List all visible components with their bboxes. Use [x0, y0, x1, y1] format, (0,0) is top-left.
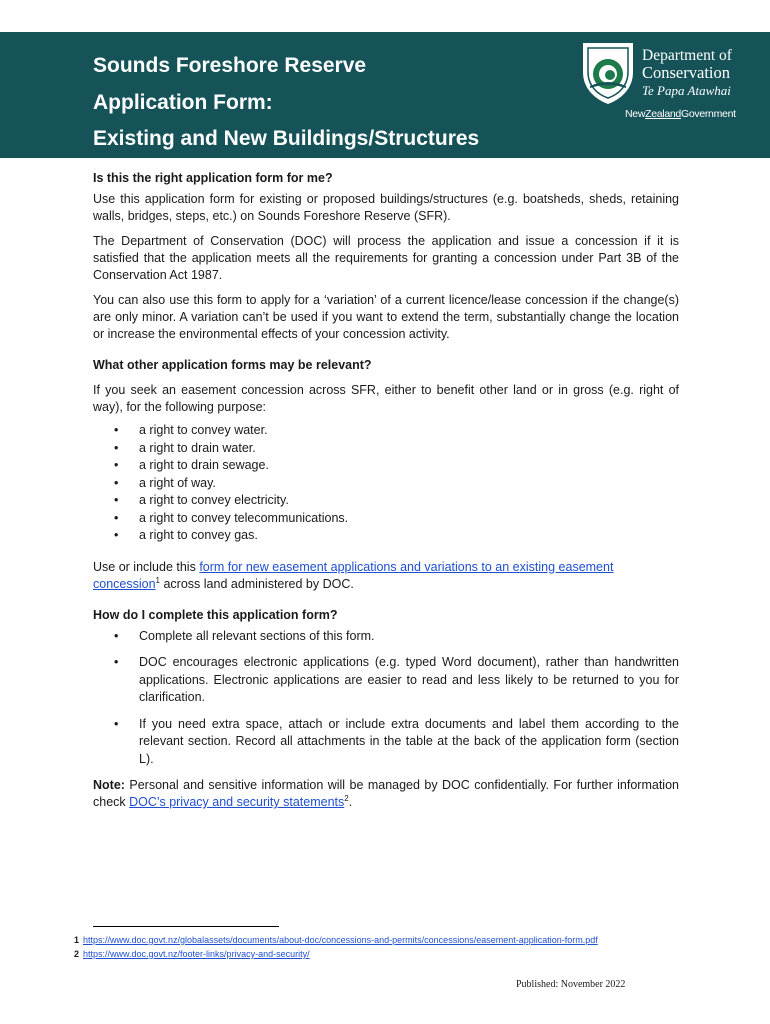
completion-steps-list: [93, 628, 679, 769]
published-date: Published: November 2022: [516, 979, 626, 990]
list-item: • a right to drain water.: [93, 440, 679, 458]
paragraph-easement-intro: If you seek an easement concession across SFR, either to benefit other land or in gross (e.g. right of way), for the following purpose:: [93, 383, 679, 414]
footnote-ref-2[interactable]: 2: [344, 793, 349, 803]
heading-complete-form: How do I complete this application form?: [93, 607, 338, 622]
bullet-icon: •: [114, 528, 119, 542]
list-item: • a right to drain sewage.: [93, 457, 679, 475]
paragraph-easement-link: Use or include this form for new easement applications and variations to an existing easement concession$^1$ across land administered by DOC.: [93, 559, 614, 591]
paragraph-variation: You can also use this form to apply for a ‘variation’ of a current licence/lease concession if the change(s) are only minor. A variation can’t be used if you want to extend the term, substantially change the location or increase the environmental effects of your concession activity.: [93, 293, 679, 341]
list-item: • a right to convey water.: [93, 422, 679, 440]
logo-nz-government: [625, 107, 736, 121]
note-label: Note:: [93, 778, 125, 792]
bullet-icon: •: [114, 716, 119, 731]
footnote-1: 1 https://www.doc.govt.nz/globalassets/documents/about-doc/concessions-and-permits/concessions/easement-application-form.pdf: [74, 935, 598, 945]
list-item: • a right of way.: [93, 475, 679, 493]
footnote-ref-1[interactable]: 1: [155, 575, 160, 585]
logo-te-papa-atawhai: Te Papa Atawhai: [642, 83, 731, 98]
footnote-2-link[interactable]: https://www.doc.govt.nz/footer-links/privacy-and-security/: [83, 949, 310, 959]
logo-govt-zealand: Zealand: [645, 108, 681, 120]
title-line-2: Application Form:: [93, 91, 273, 114]
list-item: • If you need extra space, attach or include extra documents and label them according to the relevant section. Record all attachments in the table at the back of the application form (section L).: [114, 716, 679, 766]
title-line-1: Sounds Foreshore Reserve: [93, 54, 367, 77]
list-item: • a right to convey gas.: [93, 527, 679, 545]
list-item: • a right to convey telecommunications.: [93, 510, 679, 528]
paragraph-doc-process: The Department of Conservation (DOC) will process the application and issue a concession if it is satisfied that the application meets all the requirements for granting a concession under Part 3B of the Conservation Act 1987.: [93, 234, 679, 282]
logo-govt-new: New: [625, 108, 646, 120]
bullet-icon: •: [114, 423, 119, 437]
bullet-icon: •: [114, 493, 119, 507]
logo-department-of: Department of: [642, 47, 732, 64]
bullet-icon: •: [114, 628, 119, 643]
title-line-3: Existing and New Buildings/Structures: [93, 127, 480, 150]
logo-govt-government: Government: [680, 108, 736, 120]
paragraph-use-form: Use this application form for existing or proposed buildings/structures (e.g. boatsheds, sheds, retaining walls, bridges, steps, etc.) on Sounds Foreshore Reserve (SFR).: [93, 192, 679, 223]
list-item: • a right to convey electricity.: [93, 492, 679, 510]
bullet-icon: •: [114, 458, 119, 472]
doc-logo: [582, 42, 762, 132]
heading-right-form: Is this the right application form for me?: [93, 171, 333, 185]
footnote-1-link[interactable]: https://www.doc.govt.nz/globalassets/documents/about-doc/concessions-and-permits/concessions/easement-application-form.pdf: [83, 935, 598, 945]
header-banner: [0, 32, 770, 158]
list-item: • DOC encourages electronic applications (e.g. typed Word document), rather than handwritten applications. Electronic applications are easier to read and less likely to be returned to you for clarification.: [114, 655, 679, 704]
heading-other-forms: What other application forms may be relevant?: [93, 358, 372, 372]
footnote-divider: [93, 926, 279, 927]
bullet-icon: •: [114, 655, 119, 669]
easement-form-link[interactable]: form for new easement applications and variations to an existing easement concession: [93, 559, 614, 591]
bullet-icon: •: [114, 510, 119, 525]
bullet-icon: •: [114, 440, 119, 455]
bullet-icon: •: [114, 475, 119, 490]
main-content: [93, 170, 679, 811]
list-item: • Complete all relevant sections of this form.: [93, 628, 679, 646]
privacy-statement-link[interactable]: DOC’s privacy and security statements: [129, 795, 345, 809]
doc-koru-logo-icon: [582, 42, 634, 104]
footnote-2: 2 https://www.doc.govt.nz/footer-links/privacy-and-security/: [74, 949, 310, 959]
paragraph-note: Note: Personal and sensitive information will be managed by DOC confidentially. For further information check DOC’s privacy and security statements$^2$.: [93, 778, 679, 809]
logo-conservation: Conservation: [642, 63, 730, 82]
easement-purpose-list: [93, 422, 679, 545]
